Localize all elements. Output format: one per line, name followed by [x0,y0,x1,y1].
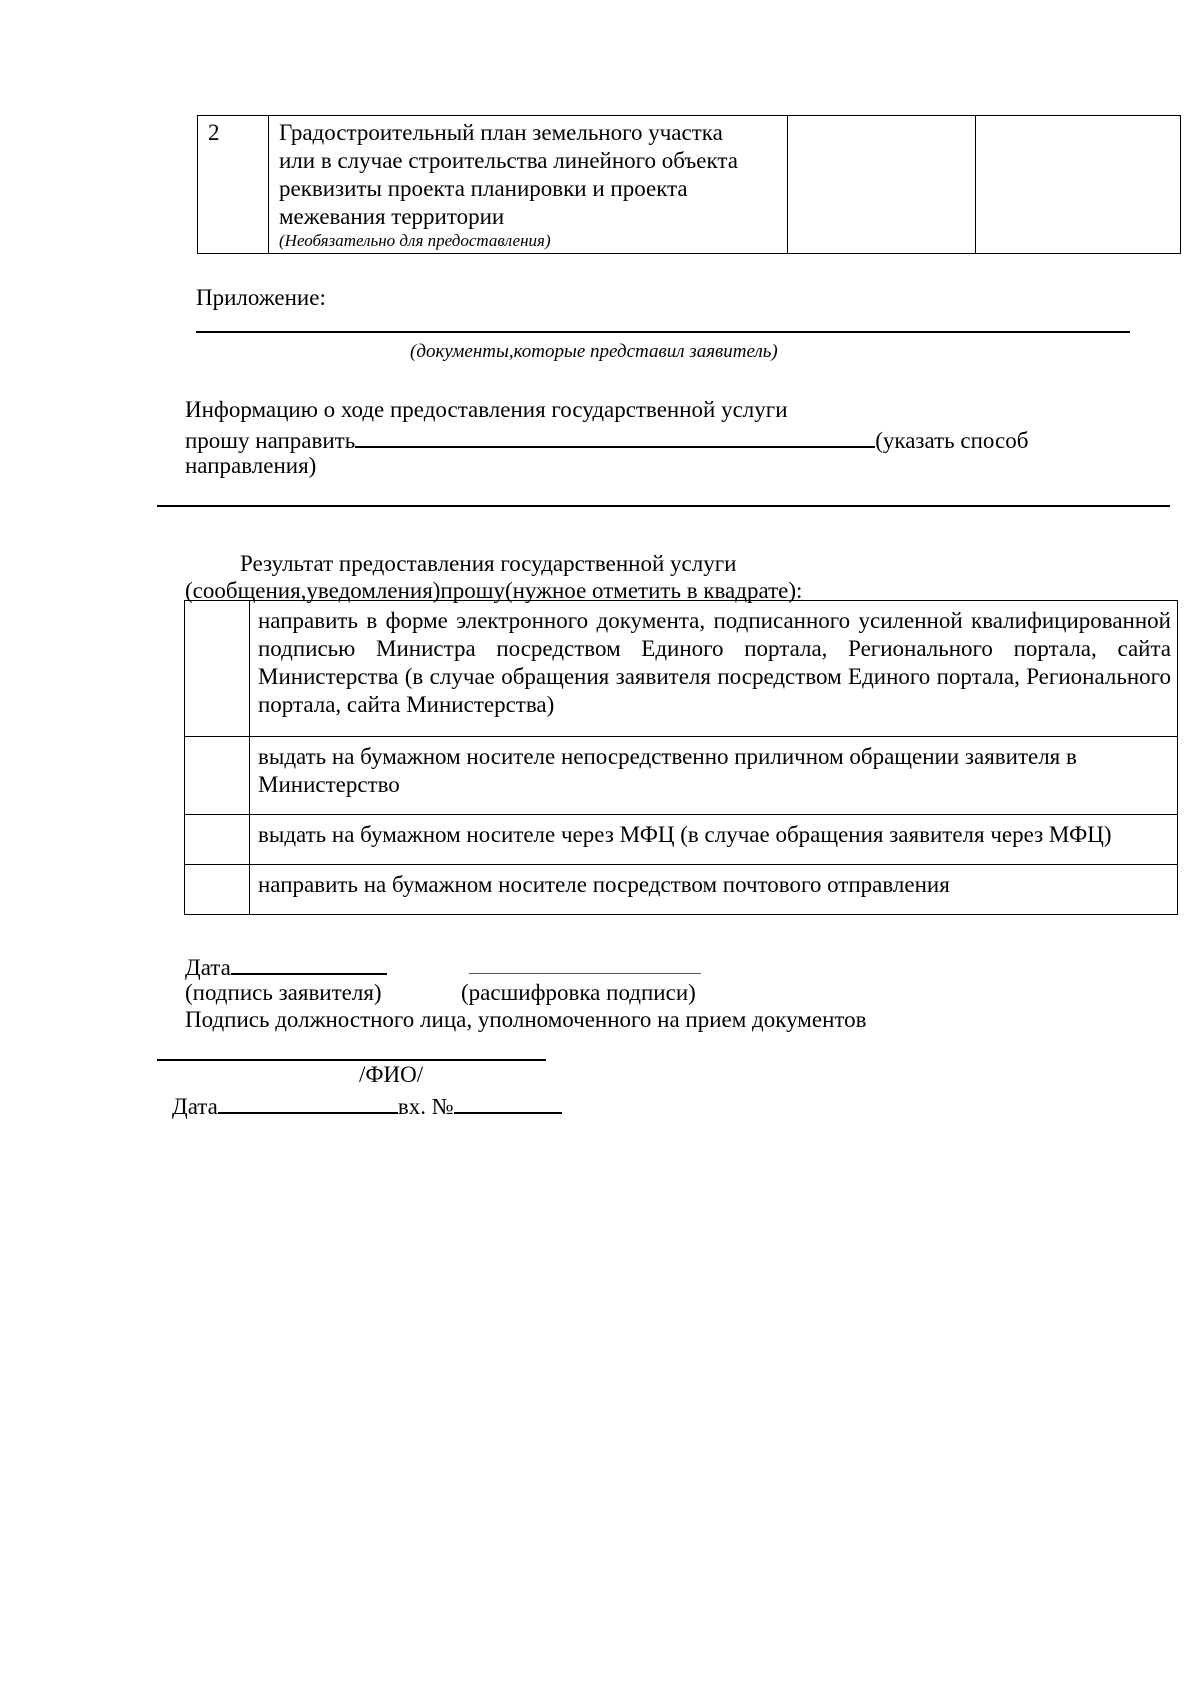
empty-cell[interactable] [788,116,976,254]
info-line-3: направления) [185,453,317,478]
official-signature-line[interactable] [157,1059,546,1061]
delivery-method-field[interactable] [355,424,875,448]
date-label: Дата [185,955,231,980]
signature-decoding-label: (расшифровка подписи) [461,980,696,1005]
date-field[interactable] [231,951,387,975]
option-checkbox[interactable] [185,737,250,815]
option-checkbox[interactable] [185,865,250,915]
separator-line [157,505,1170,507]
signature-decoding-line[interactable] [469,973,701,974]
info-prefix: прошу направить [185,428,356,453]
applicant-signature-label: (подпись заявителя) [185,980,382,1005]
table-row [198,116,1181,254]
document-line: Градостроительный план земельного участка [279,120,723,145]
option-text: направить на бумажном носителе посредством почтового отправления [250,865,1178,915]
info-line-2 [185,424,1028,455]
table-row [185,815,1178,865]
optional-note: (Необязательно для предоставления) [279,231,551,250]
result-line-2: (сообщения,уведомления)прошу(нужное отметить в квадрате): [185,578,803,603]
appendix-caption: (документы,которые представил заявитель) [410,341,778,362]
appendix-line[interactable] [196,331,1130,333]
registration-date-field[interactable] [218,1090,398,1114]
result-line-1: Результат предоставления государственной услуги [240,551,737,576]
fio-label: /ФИО/ [359,1062,424,1087]
option-checkbox[interactable] [185,815,250,865]
option-text: выдать на бумажном носителе непосредственно приличном обращении заявителя в Министерство [250,737,1178,815]
document-description [269,116,788,254]
document-line: межевания территории [279,204,505,229]
date-label: Дата [172,1094,218,1119]
official-signature-label: Подпись должностного лица, уполномоченного на прием документов [185,1007,867,1032]
table-row [185,737,1178,815]
option-text: направить в форме электронного документа, подписанного усиленной квалифицированной подписью Министра посредством Единого портала, Регионального портала, сайта Министерства (в случае обращения заявителя посредством Единого портала, Регионального портала, сайта Министерства) [250,601,1178,737]
registration-row [172,1090,562,1121]
documents-table [197,115,1181,254]
empty-cell[interactable] [976,116,1181,254]
appendix-label: Приложение: [196,285,326,310]
result-options-table [184,600,1178,915]
incoming-number-label: вх. № [397,1094,454,1119]
table-row [185,601,1178,737]
document-line: реквизиты проекта планировки и проекта [279,176,688,201]
incoming-number-field[interactable] [454,1090,562,1114]
option-text: выдать на бумажном носителе через МФЦ (в случае обращения заявителя через МФЦ) [250,815,1178,865]
document-line: или в случае строительства линейного объекта [279,148,738,173]
info-line-1: Информацию о ходе предоставления государственной услуги [185,397,788,422]
option-checkbox[interactable] [185,601,250,737]
info-suffix: (указать способ [875,428,1029,453]
row-number: 2 [198,116,269,254]
table-row [185,865,1178,915]
date-row [185,951,387,982]
